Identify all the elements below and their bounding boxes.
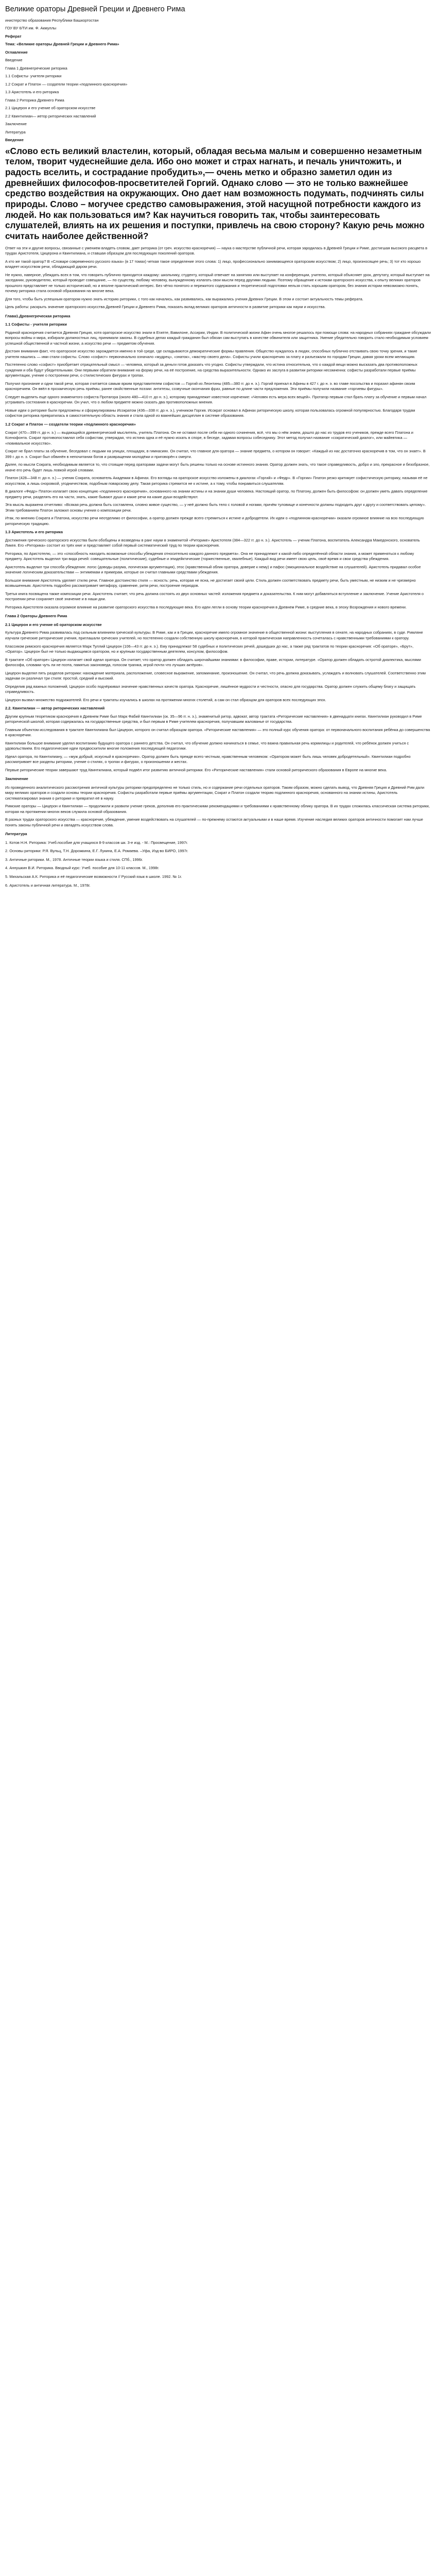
paragraph: Сократ не брал платы за обучение, беседовал с людьми на улицах, площадях, в гимнасиях. Он считал, что главное для оратора — знание предмета, о котором он говорит: «Каждый из нас достаточно красноречив в том, что он знает». В 399 г. до н. э. Сократ был обвинён в непочитании богов и развращении молодёжи и приговорён к смерти.: [5, 449, 426, 459]
paragraph: Родиной красноречия считается Древняя Греция, хотя ораторское искусство знали в Египте, Вавилоне, Ассирии, Индии. В политической жизни Афин очень многое решалось при помощи слова: на народных собраниях граждане обсуждали вопросы войны и мира, избирали должностных лиц, принимали законы. В судебных делах каждый гражданин был обязан сам выступать в качестве обвинителя или защитника. Умение убедительно говорить стало необходимым условием успешной общественной и частной жизни, а искусство речи — предметом обучения.: [5, 330, 431, 346]
paragraph: Цицерон вызвал множество подражателей. Его речи и трактаты изучались в школах на протяжении многих столетий, а сам он стал образцом для ораторов всех последующих эпох.: [5, 697, 326, 702]
section-2-1-heading: 2.1 Цицерон и его учение об ораторском искусстве: [5, 622, 102, 627]
literature-item: 1. Котов Н.Н. Риторика: Учеб.пособие для учащихся 8-9 классов шк. 3-е изд. - М.: Просвещение, 1997г.: [5, 840, 188, 845]
paragraph: Платон (428—348 гг. до н. э.) — ученик Сократа, основатель Академии в Афинах. Его взгляды на ораторское искусство изложены в диалогах «Горгий» и «Федр». В «Горгии» Платон резко критикует софистическую риторику, называя её не искусством, а лишь сноровкой, угодничеством, подобным поварскому делу. Такая риторика стремится не к истине, а к тому, чтобы понравиться слушателям.: [5, 476, 428, 486]
toc-item: Глава 2 Риторика Древнего Рима: [5, 97, 64, 103]
paragraph: Цицерон выделял пять разделов риторики: нахождение материала, расположение, словесное выражение, запоминание, произношение. Он считал, что речь должна доказывать, услаждать и волновать слушателей. Соответственно этим задачам он различал три стиля: простой, средний и высокий.: [5, 670, 426, 681]
toc-item: 2.2 Квинтилиан— иетор риторических наставлений: [5, 113, 96, 118]
literature-item: 6. Аристотель и античная литература. М., 1978г.: [5, 883, 91, 888]
paragraph: Сократ (470—399 гг. до н. э.) — выдающийся древнегреческий мыслитель, учитель Платона. Он не оставил после себя ни одного сочинения, всё, что мы о нём знаем, дошло до нас из трудов его учеников, прежде всего Платона и Ксенофонта. Сократ противопоставлял себя софистам, утверждая, что истина одна и её нужно искать в споре, в беседе, задавая вопросы собеседнику. Этот метод получил название «сократический диалог», или майевтика — «повивальное искусство».: [5, 430, 413, 446]
school-line: ГОУ ВУ 6/ТИ им. Ф. Акмуллы: [5, 26, 57, 31]
paragraph: Эта мысль выражена отчетливо: «Всякая речь должна быть составлена, словно живое существо, — у неё должно быть тело с головой и ногами, причём туловище и конечности должны подходить друг к другу и соответствовать целому». Этим требованием Платон заложил основы учения о композиции речи.: [5, 502, 426, 513]
section-1-3-heading: 1.3 Аристотель и его риторика: [5, 530, 63, 535]
literature-item: 3. Античные риторики. М., 1978. Античные теории языка и стиля. СПб., 1996г.: [5, 857, 143, 862]
paragraph: В разных трудах ораторского искусства — красноречие, убеждение, умение воздействовать на слушателей — по-прежнему остаются актуальными и в наше время. Изучение наследия великих ораторов античности помогает нам лучше понять законы публичной речи и овладеть искусством слова.: [5, 817, 423, 827]
paragraph: Риторика Аристотеля оказала огромное влияние на развитие ораторского искусства в последующие века. Его идеи легли в основу теории красноречия в Древнем Риме, в средние века, в эпоху Возрождения и нового времени.: [5, 604, 407, 609]
paragraph: Главным объектом исследования в трактате Квинтилиана был Цицерон, которого он считал образцом оратора. «Риторические наставления» — это полный курс обучения оратора: от первоначального воспитания ребёнка до совершенства в красноречии.: [5, 727, 430, 738]
paragraph: Цель работы: раскрыть значение ораторского искусства Древней Греции и Древнего Рима, показать вклад великих ораторов античности в развитие риторики как науки и искусства.: [5, 304, 326, 310]
paragraph: Ответ на эти и другие вопросы, связанные с умением владеть словом, дает риторика (от греч. искусство красноречия) — наука о мастерстве публичной речи, которая зародилась в Древней Греции и Риме, достигшая высокого расцвета в трудах Аристотеля, Цицерона и Квинтилиана, и ставшая образцом для последующих поколений ораторов.: [5, 245, 428, 256]
chapter1-heading: Глава1.Древнегреческая риторика: [5, 313, 71, 318]
literature-heading: Литература: [5, 832, 27, 837]
paragraph: Аристотель выделил три способа убеждения: логос (доводы разума, логическая аргументация), этос (нравственный облик оратора, доверие к нему) и пафос (эмоциональное воздействие на слушателей). Аристотель придавал особое значение логическим доказательствам — энтимемам и примерам, которые он считал главными средствами убеждения.: [5, 564, 421, 575]
paragraph: Постепенно слово «софист» приобретает отрицательный смысл — человека, который за деньги готов доказать что угодно. Софисты утверждали, что истина относительна, что о каждой вещи можно высказать два противоположных суждения и оба будут убедительными. Они первыми обратили внимание на форму речи, на её построение, на средства выразительности. Однако их заслуга в развитии риторики несомненна: софисты разработали первые приёмы аргументации, учение о построении речи, о стилистических фигурах и тропах.: [5, 362, 417, 378]
paragraph: Культура Древнего Рима развивалась под сильным влиянием греческой культуры. В Риме, как и в Греции, красноречие имело огромное значение в общественной жизни: выступления в сенате, на народных собраниях, в суде. Римляне изучали греческие риторические учения, приглашали греческих учителей, но постепенно создали собственную школу красноречия, в которой практическая направленность сочеталась с нравственными требованиями к оратору.: [5, 630, 423, 640]
paragraph: Итак, по мнению Сократа и Платона, искусство речи неотделимо от философии, а оратор должен прежде всего стремиться к истине и добродетели. Их идеи о «подлинном красноречии» оказали огромное влияние на всю последующую риторическую традицию.: [5, 516, 424, 526]
intro-heading: Введение: [5, 138, 24, 143]
paragraph: Новые идеи о риторике были предложены и сформулированы Исократом (436—338 гг. до н. э.), учеником Горгия. Исократ основал в Афинах риторическую школу, которая пользовалась огромной популярностью. Благодаря трудам софистов риторика превратилась в самостоятельную область знания и стала одной из важнейших дисциплин в системе образования.: [5, 408, 415, 418]
paragraph: Римские ораторы — Цицерон и Квинтилиан — продолжили и развили учение греков, дополнив его практическими рекомендациями и требованиями к нравственному облику оратора. В их трудах сложилась классическая система риторики, которая на протяжении многих веков служила основой образования.: [5, 804, 430, 814]
paragraph: Не нужно, наверное, убеждать всех в том, что говорить публично приходится каждому: школьнику, студенту, который отвечает на занятиях или выступает на конференции, учителю, который объясняет урок, депутату, который выступает на заседании, руководителю, который проводит совещание, — по существу, любому человеку, вынужденному излагать свои мысли перед другими людьми. Поэтому обращение к истокам ораторского искусства, к опыту великих ораторов прошлого представляет не только исторический, но и вполне практический интерес. Без чётко понятого и пережитого содержания и теоретической подготовки нельзя стать хорошим оратором, без знания истории невозможно понять, почему риторика стала основой образования на многие века.: [5, 272, 430, 294]
paragraph: В трактате «Об ораторе» Цицерон излагает свой идеал оратора. Он считает, что оратор должен обладать широчайшими знаниями: в философии, праве, истории, литературе. «Оратор должен обладать остротой диалектика, мыслями философа, словами чуть ли не поэта, памятью законоведа, голосом трагика, игрой почти что лучших актёров».: [5, 657, 421, 668]
paragraph: Риторика, по Аристотелю, — это «способность находить возможные способы убеждения относительно каждого данного предмета». Она не принадлежит к какой-либо определённой области знания, а может применяться к любому предмету. Аристотель выделил три вида речей: совещательные (политические), судебные и эпидейктические (торжественные, хвалебные). Каждый вид речи имеет свою цель, своё время и свои средства убеждения.: [5, 551, 414, 562]
paragraph: Первые риторические теории завершают труд Квинтилиана, который подвёл итог развитию античной риторики. Его «Риторические наставления» стали основой риторического образования в Европе на многие века.: [5, 767, 387, 772]
paragraph: Далее, по мысли Сократа, необходимым является то, что стоящие перед ораторами задачи могут быть решены только на основе истинного знания. Оратор должен знать, что такое справедливость, добро и зло, прекрасное и безобразное, иначе его речь будет лишь ловкой игрой словами.: [5, 462, 430, 472]
ministry-line: инистерство образования Республики Башкортостан: [5, 18, 99, 23]
section-1-1-heading: 1.1 Софисты - учителя риторики: [5, 322, 67, 327]
paragraph: Для того, чтобы быть успешным оратором нужно знать историю риторики, с того как начались, как развивались, как выражались учения Древних Греции. В этом и состоит актуальность темы реферата.: [5, 296, 363, 301]
toc-item: Введение: [5, 58, 23, 63]
document-page: [0, 0, 436, 902]
paragraph: Из проведенного аналитического рассмотрения античной культуры риторики предопределено не только стиль, но и содержание речи отдельных ораторов. Таким образом, можно сделать вывод, что Древняя Греция и Древний Рим дали миру великих ораторов и создали основы теории красноречия. Софисты разработали первые приёмы аргументации, Сократ и Платон создали теорию подлинного красноречия, основанного на знании истины, Аристотель систематизировал знания о риторике и превратил её в науку.: [5, 785, 425, 801]
toc-item: 1.1 Софисты- учителя риторики: [5, 74, 62, 79]
toc-item: Литература: [5, 129, 26, 134]
toc-item: 1.3 Аристотель и его риторика: [5, 90, 59, 95]
paragraph: Следует выделить еще одного знаменитого софиста Протагора (около 480—410 гг. до н. э.), которому принадлежит известное изречение: «Человек есть мера всех вещей». Протагор первым стал брать плату за обучение и первым начал устраивать состязания в красноречии. Он учил, что о любом предмете можно сказать два противоположных мнения.: [5, 394, 427, 405]
paragraph: Квинтилиан большое внимание уделял воспитанию будущего оратора с раннего детства. Он считал, что обучение должно начинаться в семье, что важна правильная речь кормилицы и родителей, что ребёнок должен учиться с удовольствием. Его педагогические идеи предвосхитили многие положения последующей педагогики.: [5, 740, 409, 751]
literature-list: [5, 840, 431, 888]
paragraph: А кто же такой оратор? В «Словаре современного русского языка» (в 17 томах) четкая такое определение этого слова: 1) лицо, профессионально занимающееся ораторским искусством; 2) лицо, произносящее речь; 3) тот кто хорошо владеет искусством речи, обладающий даром речи.: [5, 259, 421, 269]
paragraph: Идеал оратора, по Квинтилиану, — «муж добрый, искусный в красноречии». Оратор должен быть прежде всего честным, нравственным человеком: «Оратором может быть лишь человек добродетельный». Квинтилиан подробно рассматривает все разделы риторики, учение о стилях, о тропах и фигурах, о произношении и жестах.: [5, 754, 411, 765]
literature-item: 5. Михальская А.К. Риторика и её педагогические возможности // Русский язык в школе. 1992. № 1г.: [5, 874, 182, 879]
toc-item: 1.2 Сократ и Платон — создатели теории «подлинного красноречия»: [5, 81, 128, 87]
literature-item: 2. Основы риторики: Р.Я. Вульц, Т.Н. Дорожкина, Е.Г. Лукина, Е.А. Ромаева. –Уфа, Изд-во БИРО, 1997г.: [5, 849, 188, 854]
paragraph: Определив ряд важных положений, Цицерон особо подчёркивал значение нравственных качеств оратора. Красноречие, лишённое мудрости и честности, опасно для государства. Оратор должен служить общему благу и защищать справедливость.: [5, 684, 416, 694]
section-1-2-heading: 1.2 Сократ и Платон — создатели теории «подлинного красноречия»: [5, 422, 136, 427]
conclusion-heading: Заключение: [5, 776, 28, 782]
paragraph: Достижения греческого ораторского искусства были обобщены и возведены в ранг науки в знаменитой «Риторике» Аристотеля (384—322 гг. до н. э.). Аристотель — ученик Платона, воспитатель Александра Македонского, основатель Ликея. Его «Риторика» состоит из трёх книг и представляет собой первый систематический труд по теории красноречия.: [5, 537, 420, 548]
doc-type-label: Реферат: [5, 33, 22, 39]
intro-big-quote: «Слово есть великий властелин, который, обладая весьма малым и совершенно незаметным телом, творит чудеснейшие дела. Ибо оно может и страх нагнать, и печаль уничтожить, и радость вселить, и сострадание пробудить»,— очень метко и образно заметил один из древнейших философов-просветителей Горгий. Однако слово — это не только важнейшее средство воздействия на окружающих. Оно дает нам возможность подумать, подчинять силы природы. Слово – могучее средство самовыражения, этой насущной потребности каждого из людей. Но как пользоваться им? Как научиться говорить так, чтобы заинтересовать слушателей, влиять на их решения и поступки, привлечь на свою сторону? Какую речь можно считать наиболее действенной?: [5, 145, 425, 241]
paragraph: В диалоге «Федр» Платон излагает свою концепцию «подлинного красноречия», основанного на знании истины и на знании души человека. Настоящий оратор, по Платону, должен быть философом: он должен уметь давать определение предмету речи, разделять его на части, знать, какие бывают души и какие речи на какие души воздействуют.: [5, 489, 428, 499]
paragraph: Получил признание и одни такой речи, которая считается самым ярким представителем софистов — Горгий из Леонтины (485—380 гг. до н. э.). Горгий приехал в Афины в 427 г. до н. э. во главе посольства и поразил афинян своим красноречием. Он ввёл в прозаическую речь приёмы, ранее свойственные поэзии: антитезы, созвучные окончания фраз, равные по длине части предложения. Эти приёмы получили название «горгиевы фигуры».: [5, 381, 415, 392]
section-2-2-heading: 2.2. Квинтилиан — автор риторических наставлений: [5, 706, 105, 711]
document-title: Великие ораторы Древней Греции и Древнего Рима: [5, 5, 185, 13]
paragraph: Достоин внимания факт, что ораторское искусство зарождается именно в той среде, где складываются демократические формы правления. Общество нуждалось в людях, способных публично отстаивать свою точку зрения, и такие учителя нашлись — ими стали софисты. Слово «софист» первоначально означало «мудрец», «знаток», «мастер своего дела». Софисты учили красноречию за плату и разъезжали по городам Греции, давая уроки всем желающим.: [5, 349, 417, 359]
paragraph: Другим крупным теоретиком красноречия в Древнем Риме был Марк Фабий Квинтилиан (ок. 35—96 гг. н. э.), знаменитый ритор, адвокат, автор трактата «Риторические наставления» в двенадцати книгах. Квинтилиан руководил в Риме риторической школой, которая содержалась на государственные средства, и был первым в Риме учителем красноречия, получавшим жалованье от государства.: [5, 714, 422, 724]
paragraph: Большое внимание Аристотель уделяет стилю речи. Главное достоинство стиля — ясность: речь, которая не ясна, не достигает своей цели. Стиль должен соответствовать предмету речи, быть уместным, не низким и не чрезмерно возвышенным. Аристотель подробно рассматривает метафору, сравнение, ритм речи, построение периодов.: [5, 578, 416, 588]
paragraph: Классиком римского красноречия является Марк Туллий Цицерон (106—43 гг. до н. э.). Ему принадлежат 58 судебных и политических речей, дошедших до нас, а также ряд трактатов по теории красноречия: «Об ораторе», «Брут», «Оратор». Цицерон был не только выдающимся оратором, но и крупным государственным деятелем, консулом, философом.: [5, 643, 414, 654]
toc-item: Заключение: [5, 122, 27, 127]
toc-heading: Оглавление: [5, 49, 28, 55]
chapter2-heading: Глава 2 Ораторы Древнего Рима: [5, 614, 67, 619]
toc-item: 2.1 Цицерон и его учение об ораторском искусстве: [5, 106, 96, 111]
literature-item: 4. Аннушкин В.И. Риторика. Вводный курс: Учеб. пособие для 10-11 классов. М., 1998г.: [5, 866, 160, 871]
table-of-contents: [5, 58, 431, 135]
topic-line: Тема: «Великие ораторы Древней Греции и Древнего Рима»: [5, 42, 119, 47]
toc-item: Глава 1 Древнегреческие риторика: [5, 65, 67, 71]
paragraph: Третья книга посвящена также композиции речи. Аристотель считает, что речь должна состоять из двух основных частей: изложения предмета и доказательства. К ним могут добавляться вступление и заключение. Учение Аристотеля о построении речи сохраняет своё значение и в наши дни.: [5, 591, 424, 602]
